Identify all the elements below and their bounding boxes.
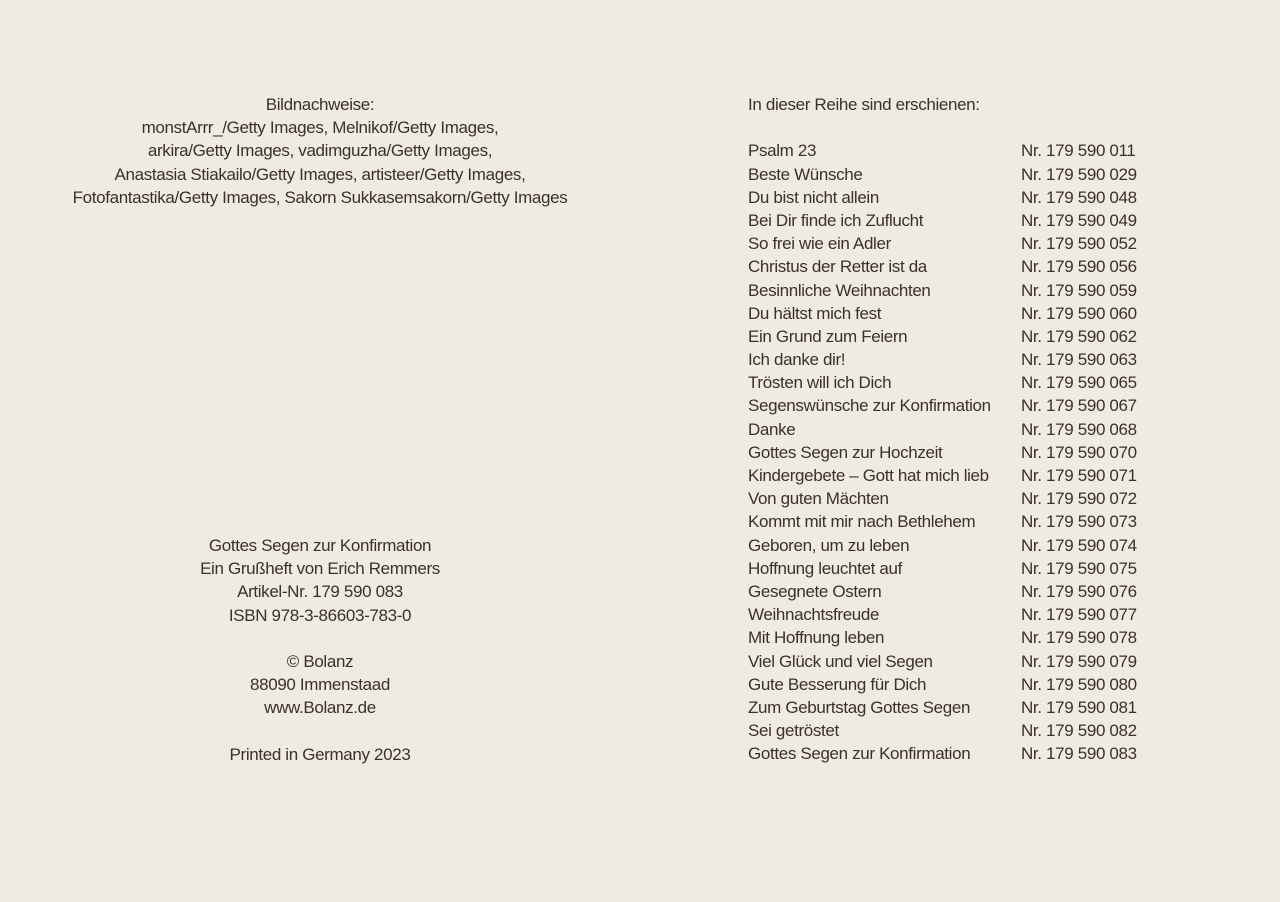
series-number: Nr. 179 590 068 [1021,419,1137,439]
series-title: Gesegnete Ostern [748,581,882,601]
series-number: Nr. 179 590 067 [1021,396,1137,416]
image-credits [0,93,640,209]
spacer [0,720,640,743]
list-item [748,279,1168,302]
credits-line: monstArrr_/Getty Images, Melnikof/Getty Images, [141,118,499,138]
series-title: Du bist nicht allein [748,187,879,207]
series-title: So frei wie ein Adler [748,234,891,254]
series-number: Nr. 179 590 029 [1021,164,1137,184]
list-item [748,139,1168,162]
printed-note: Printed in Germany 2023 [229,744,411,764]
series-number: Nr. 179 590 011 [1021,141,1136,161]
publisher-website: www.Bolanz.de [264,698,376,718]
series-number: Nr. 179 590 062 [1021,326,1137,346]
series-title: Kommt mit mir nach Bethlehem [748,512,976,532]
series-number: Nr. 179 590 072 [1021,489,1137,509]
list-item [748,603,1168,626]
list-item [748,394,1168,417]
series-title: Viel Glück und viel Segen [748,651,933,671]
list-item [748,742,1168,765]
credits-line: arkira/Getty Images, vadimguzha/Getty Images, [147,141,493,161]
series-title: Zum Geburtstag Gottes Segen [748,697,971,717]
series-number: Nr. 179 590 048 [1021,187,1137,207]
credits-line: Anastasia Stiakailo/Getty Images, artisteer/Getty Images, [114,164,526,184]
series-number: Nr. 179 590 063 [1021,350,1137,370]
list-item [748,232,1168,255]
list-item [748,209,1168,232]
series-title: Ich danke dir! [748,350,846,370]
series-number: Nr. 179 590 070 [1021,442,1137,462]
series-number: Nr. 179 590 075 [1021,558,1137,578]
right-page [640,0,1280,902]
series-title: Christus der Retter ist da [748,257,927,277]
list-item [748,626,1168,649]
list-item [748,418,1168,441]
list-item [748,325,1168,348]
series-number: Nr. 179 590 049 [1021,210,1137,230]
credits-heading: Bildnachweise: [265,95,375,114]
series-number: Nr. 179 590 052 [1021,234,1137,254]
imprint [0,534,640,766]
series-number: Nr. 179 590 059 [1021,280,1137,300]
series-number: Nr. 179 590 073 [1021,512,1137,532]
series-title: Weihnachtsfreude [748,605,880,625]
article-number: Artikel-Nr. 179 590 083 [237,582,403,602]
book-subtitle: Ein Grußheft von Erich Remmers [200,559,440,579]
series-number: Nr. 179 590 081 [1021,697,1137,717]
series-title: Gottes Segen zur Hochzeit [748,442,943,462]
series-title: Danke [748,419,796,439]
list-item [748,650,1168,673]
series-title: Du hältst mich fest [748,303,882,323]
series-title: Sei getröstet [748,721,839,741]
isbn: ISBN 978-3-86603-783-0 [228,605,412,625]
series-title: Beste Wünsche [748,164,863,184]
series-title: Besinnliche Weihnachten [748,280,931,300]
list-item [748,557,1168,580]
series-title: Geboren, um zu leben [748,535,910,555]
series-list [748,139,1168,765]
list-item [748,348,1168,371]
list-item [748,371,1168,394]
series-number: Nr. 179 590 056 [1021,257,1137,277]
list-item [748,696,1168,719]
list-item [748,487,1168,510]
list-item [748,163,1168,186]
series-title: Bei Dir finde ich Zuflucht [748,210,924,230]
series-title: Mit Hoffnung leben [748,628,885,648]
publisher-address: 88090 Immenstaad [250,675,390,695]
series-number: Nr. 179 590 077 [1021,605,1137,625]
spacer [0,627,640,650]
series-number: Nr. 179 590 080 [1021,674,1137,694]
series-number: Nr. 179 590 074 [1021,535,1137,555]
list-item [748,186,1168,209]
series-section [748,93,1168,765]
series-title: Trösten will ich Dich [748,373,892,393]
series-title: Ein Grund zum Feiern [748,326,908,346]
series-number: Nr. 179 590 076 [1021,581,1137,601]
series-number: Nr. 179 590 065 [1021,373,1137,393]
series-title: Psalm 23 [748,141,817,161]
list-item [748,302,1168,325]
series-title: Von guten Mächten [748,489,889,509]
list-item [748,534,1168,557]
series-number: Nr. 179 590 083 [1021,744,1137,764]
copyright: © Bolanz [286,652,354,671]
series-number: Nr. 179 590 060 [1021,303,1137,323]
list-item [748,510,1168,533]
series-title: Gute Besserung für Dich [748,674,927,694]
series-number: Nr. 179 590 079 [1021,651,1137,671]
series-title: Gottes Segen zur Konfirmation [748,744,971,764]
list-item [748,255,1168,278]
list-item [748,441,1168,464]
list-item [748,580,1168,603]
book-title: Gottes Segen zur Konfirmation [208,536,432,555]
list-item [748,673,1168,696]
series-heading: In dieser Reihe sind erschienen: [748,95,980,114]
series-number: Nr. 179 590 082 [1021,721,1137,741]
series-title: Kindergebete – Gott hat mich lieb [748,466,989,486]
list-item [748,719,1168,742]
list-item [748,464,1168,487]
series-title: Segenswünsche zur Konfirmation [748,396,991,416]
series-number: Nr. 179 590 078 [1021,628,1137,648]
credits-line: Fotofantastika/Getty Images, Sakorn Sukkasemsakorn/Getty Images [72,187,568,207]
series-number: Nr. 179 590 071 [1021,466,1137,486]
series-title: Hoffnung leuchtet auf [748,558,902,578]
